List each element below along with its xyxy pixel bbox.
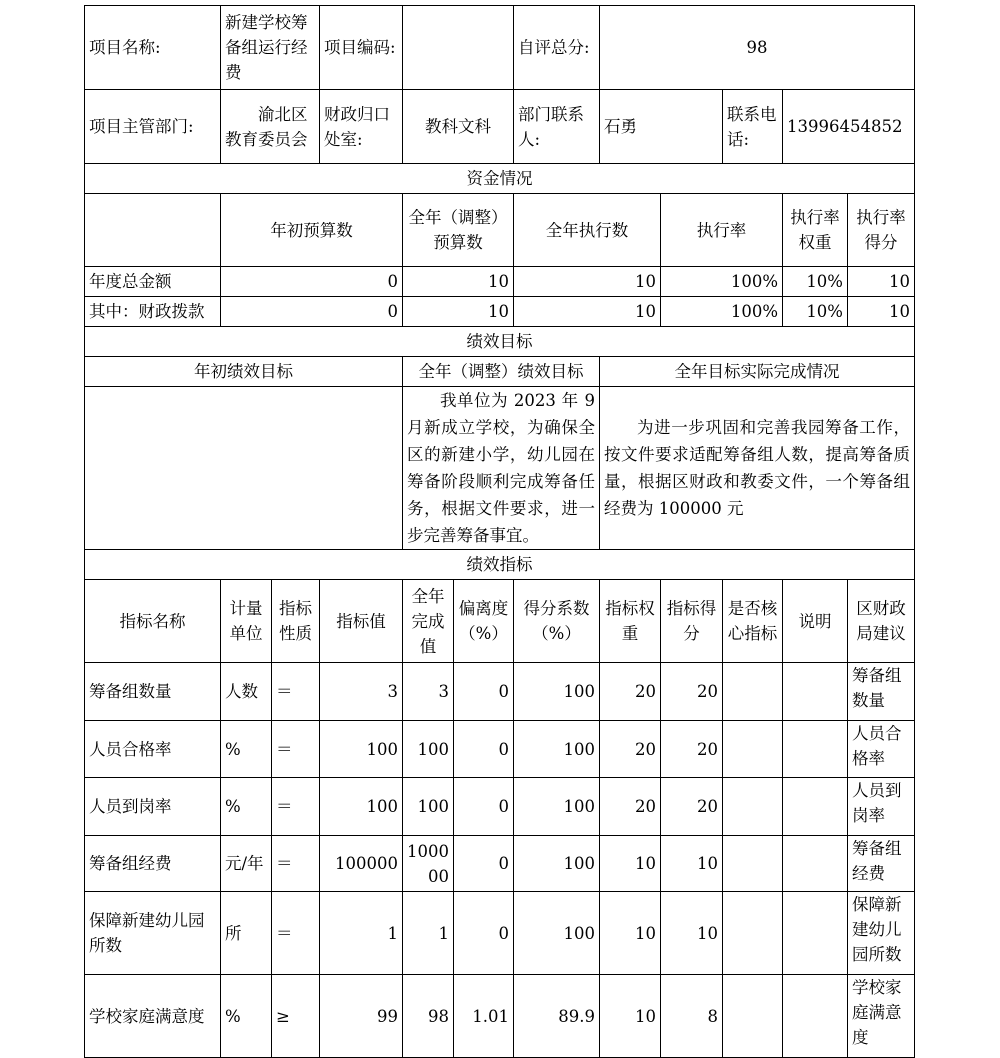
ind-score: 20: [661, 721, 723, 778]
ind-core: [723, 721, 783, 778]
ind-advice: 保障新建幼儿园所数: [848, 892, 915, 975]
funds-row-label: 其中：财政拨款: [85, 297, 221, 327]
ind-header-score: 指标得分: [661, 580, 723, 663]
ind-nature: ＝: [272, 778, 320, 836]
ind-header-target: 指标值: [320, 580, 403, 663]
ind-score: 8: [661, 975, 723, 1058]
table-row: [85, 663, 915, 721]
ind-target: 100: [320, 778, 403, 836]
ind-deviation: 1.01: [454, 975, 514, 1058]
funds-header-row: [85, 194, 915, 267]
funds-row-fiscal: [85, 297, 915, 327]
funds-section-title: 资金情况: [85, 164, 915, 194]
ind-actual: 98: [403, 975, 454, 1058]
ind-header-unit: 计量单位: [221, 580, 272, 663]
funds-cell: 10: [403, 297, 514, 327]
ind-unit: %: [221, 778, 272, 836]
project-code-label: 项目编码:: [320, 6, 403, 90]
ind-advice: 筹备组数量: [848, 663, 915, 721]
ind-header-advice: 区财政局建议: [848, 580, 915, 663]
ind-name: 人员到岗率: [85, 778, 221, 836]
ind-unit: %: [221, 975, 272, 1058]
ind-unit: 元/年: [221, 836, 272, 892]
ind-advice: 筹备组经费: [848, 836, 915, 892]
project-code-value: [403, 6, 514, 90]
ind-header-deviation: 偏离度（%）: [454, 580, 514, 663]
ind-score: 20: [661, 663, 723, 721]
funds-cell: 10: [514, 267, 661, 297]
funds-header-rate-weight: 执行率权重: [783, 194, 848, 267]
funds-header-executed: 全年执行数: [514, 194, 661, 267]
ind-coef: 100: [514, 836, 600, 892]
ind-actual: 100: [403, 778, 454, 836]
ind-header-name: 指标名称: [85, 580, 221, 663]
ind-unit: %: [221, 721, 272, 778]
funds-row-total: [85, 267, 915, 297]
goals-actual-text: 为进一步巩固和完善我园筹备工作，按文件要求适配筹备组人数，提高筹备质量，根据区财政和教委文件，一个筹备组经费为 100000 元: [600, 387, 915, 550]
ind-target: 99: [320, 975, 403, 1058]
project-info-row: [85, 6, 915, 90]
ind-actual: 3: [403, 663, 454, 721]
goals-section-title: 绩效目标: [85, 327, 915, 357]
ind-core: [723, 892, 783, 975]
funds-cell: 10%: [783, 267, 848, 297]
ind-weight: 20: [600, 778, 661, 836]
ind-target: 100: [320, 721, 403, 778]
ind-nature: ＝: [272, 721, 320, 778]
indicators-section-title: 绩效指标: [85, 550, 915, 580]
ind-deviation: 0: [454, 892, 514, 975]
funds-cell: 100%: [661, 297, 783, 327]
contact-label: 部门联系人:: [514, 90, 600, 164]
goals-header-initial: 年初绩效目标: [85, 357, 403, 387]
ind-actual: 100: [403, 721, 454, 778]
ind-name: 人员合格率: [85, 721, 221, 778]
ind-unit: 所: [221, 892, 272, 975]
ind-header-core: 是否核心指标: [723, 580, 783, 663]
ind-name: 筹备组数量: [85, 663, 221, 721]
funds-cell: 0: [221, 297, 403, 327]
ind-weight: 10: [600, 836, 661, 892]
self-score-value: 98: [600, 6, 915, 90]
goals-adjusted-text: 我单位为 2023 年 9 月新成立学校，为确保全区的新建小学，幼儿园在筹备阶段顺利完成筹备任务，根据文件要求，进一步完善筹备事宜。: [403, 387, 600, 550]
finance-office-label: 财政归口处室:: [320, 90, 403, 164]
ind-advice: 人员到岗率: [848, 778, 915, 836]
funds-cell: 10: [514, 297, 661, 327]
ind-core: [723, 975, 783, 1058]
ind-weight: 20: [600, 663, 661, 721]
ind-core: [723, 663, 783, 721]
funds-header-initial-budget: 年初预算数: [221, 194, 403, 267]
goals-header-adjusted: 全年（调整）绩效目标: [403, 357, 600, 387]
contact-value: 石勇: [600, 90, 723, 164]
ind-deviation: 0: [454, 836, 514, 892]
ind-unit: 人数: [221, 663, 272, 721]
funds-cell: 10: [848, 267, 915, 297]
self-score-label: 自评总分:: [514, 6, 600, 90]
ind-weight: 10: [600, 975, 661, 1058]
table-row: [85, 778, 915, 836]
ind-nature: ＝: [272, 892, 320, 975]
table-row: [85, 975, 915, 1058]
ind-actual: 1: [403, 892, 454, 975]
ind-note: [783, 892, 848, 975]
ind-target: 100000: [320, 836, 403, 892]
ind-score: 10: [661, 892, 723, 975]
ind-target: 3: [320, 663, 403, 721]
ind-coef: 100: [514, 892, 600, 975]
goals-content-row: [85, 387, 915, 550]
ind-core: [723, 836, 783, 892]
goals-header-actual: 全年目标实际完成情况: [600, 357, 915, 387]
table-row: [85, 836, 915, 892]
ind-note: [783, 836, 848, 892]
ind-score: 10: [661, 836, 723, 892]
funds-cell: 10%: [783, 297, 848, 327]
ind-name: 保障新建幼儿园所数: [85, 892, 221, 975]
ind-advice: 人员合格率: [848, 721, 915, 778]
funds-cell: 10: [403, 267, 514, 297]
phone-value: 13996454852: [783, 90, 915, 164]
department-info-row: [85, 90, 915, 164]
ind-header-actual: 全年完成值: [403, 580, 454, 663]
ind-header-coef: 得分系数（%）: [514, 580, 600, 663]
ind-header-note: 说明: [783, 580, 848, 663]
ind-note: [783, 778, 848, 836]
indicators-header-row: [85, 580, 915, 663]
ind-advice: 学校家庭满意度: [848, 975, 915, 1058]
ind-actual: 100000: [403, 836, 454, 892]
table-row: [85, 892, 915, 975]
funds-cell: 0: [221, 267, 403, 297]
ind-header-nature: 指标性质: [272, 580, 320, 663]
ind-coef: 100: [514, 663, 600, 721]
goals-initial-text: [85, 387, 403, 550]
ind-header-weight: 指标权重: [600, 580, 661, 663]
ind-coef: 100: [514, 778, 600, 836]
project-name-value: 新建学校筹备组运行经费: [221, 6, 320, 90]
ind-coef: 100: [514, 721, 600, 778]
performance-evaluation-table: [84, 5, 915, 1058]
ind-name: 学校家庭满意度: [85, 975, 221, 1058]
ind-weight: 10: [600, 892, 661, 975]
ind-coef: 89.9: [514, 975, 600, 1058]
ind-note: [783, 721, 848, 778]
ind-weight: 20: [600, 721, 661, 778]
goals-header-row: [85, 357, 915, 387]
finance-office-value: 教科文科: [403, 90, 514, 164]
funds-cell: 10: [848, 297, 915, 327]
project-name-label: 项目名称:: [85, 6, 221, 90]
ind-nature: ＝: [272, 663, 320, 721]
ind-deviation: 0: [454, 778, 514, 836]
funds-header-blank: [85, 194, 221, 267]
ind-nature: ＝: [272, 836, 320, 892]
funds-cell: 100%: [661, 267, 783, 297]
ind-note: [783, 975, 848, 1058]
ind-deviation: 0: [454, 721, 514, 778]
funds-header-exec-rate: 执行率: [661, 194, 783, 267]
dept-value: 渝北区教育委员会: [221, 90, 320, 164]
ind-name: 筹备组经费: [85, 836, 221, 892]
phone-label: 联系电话:: [723, 90, 783, 164]
ind-target: 1: [320, 892, 403, 975]
ind-note: [783, 663, 848, 721]
ind-nature: ≥: [272, 975, 320, 1058]
ind-core: [723, 778, 783, 836]
funds-header-rate-score: 执行率得分: [848, 194, 915, 267]
funds-row-label: 年度总金额: [85, 267, 221, 297]
dept-label: 项目主管部门:: [85, 90, 221, 164]
ind-score: 20: [661, 778, 723, 836]
ind-deviation: 0: [454, 663, 514, 721]
table-row: [85, 721, 915, 778]
funds-header-adjusted-budget: 全年（调整）预算数: [403, 194, 514, 267]
